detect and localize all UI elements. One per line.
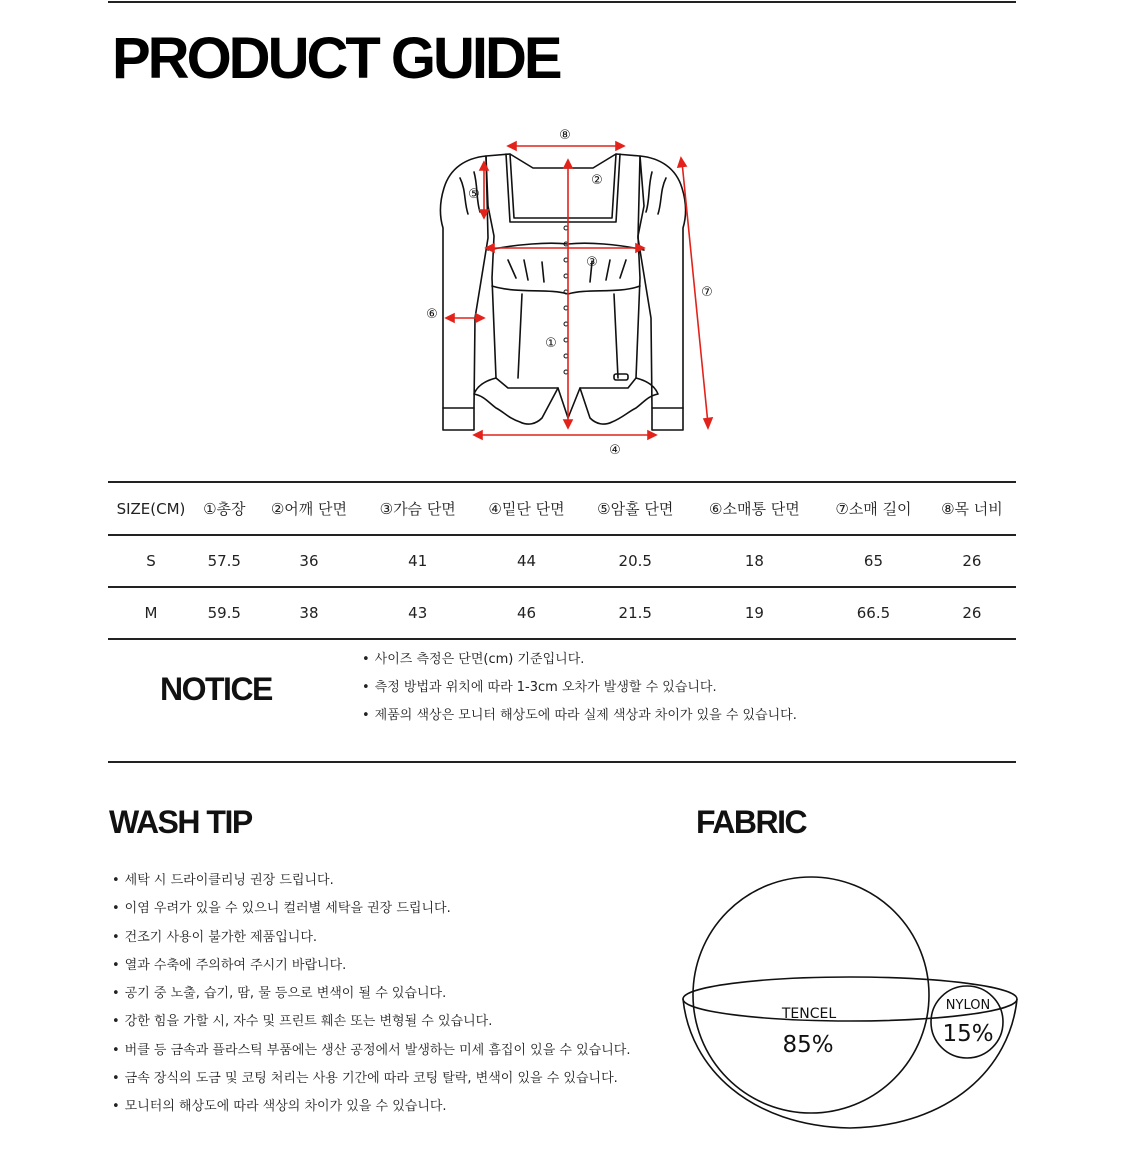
notice-title: NOTICE (160, 671, 272, 707)
header-total-length: ①총장 (194, 482, 255, 535)
tencel-label: TENCEL (781, 1006, 837, 1022)
notice-item: • 제품의 색상은 모니터 해상도에 따라 실제 색상과 차이가 있을 수 있습니다. (362, 706, 797, 734)
size-label: M (108, 587, 194, 639)
table-cell: 59.5 (194, 587, 255, 639)
marker-6: ⑥ (426, 307, 438, 322)
table-cell: 36 (255, 535, 364, 587)
table-cell: 65 (819, 535, 928, 587)
header-size: SIZE(CM) (108, 482, 194, 535)
wash-tip-item: • 모니터의 해상도에 따라 색상의 차이가 있을 수 있습니다. (112, 1097, 630, 1125)
fabric-composition-graphic (670, 858, 1040, 1140)
measurement-arrows (446, 142, 712, 439)
marker-5: ⑤ (468, 187, 480, 202)
marker-3: ③ (586, 255, 598, 270)
header-chest: ③가슴 단면 (363, 482, 472, 535)
wash-tip-item: • 공기 중 노출, 습기, 땀, 물 등으로 변색이 될 수 있습니다. (112, 984, 630, 1012)
table-cell: 66.5 (819, 587, 928, 639)
bodice-outline (486, 154, 644, 418)
size-label: S (108, 535, 194, 587)
notice-item: • 측정 방법과 위치에 따라 1-3cm 오차가 발생할 수 있습니다. (362, 678, 797, 706)
fabric-title: FABRIC (696, 804, 807, 840)
wash-tip-title: WASH TIP (109, 804, 252, 840)
wash-tip-item: • 세탁 시 드라이클리닝 권장 드립니다. (112, 871, 630, 899)
marker-4: ④ (609, 443, 621, 458)
table-row (108, 535, 1016, 587)
section-divider (108, 761, 1016, 763)
tencel-percent: 85% (782, 1032, 834, 1058)
wash-tip-item: • 강한 힘을 가할 시, 자수 및 프린트 훼손 또는 변형될 수 있습니다. (112, 1012, 630, 1040)
page-title: PRODUCT GUIDE (112, 26, 560, 91)
nylon-percent: 15% (942, 1021, 994, 1047)
marker-8: ⑧ (559, 128, 571, 143)
nylon-label: NYLON (945, 998, 991, 1013)
header-shoulder: ②어깨 단면 (255, 482, 364, 535)
table-cell: 18 (690, 535, 819, 587)
table-row (108, 587, 1016, 639)
notice-list (362, 650, 797, 734)
table-cell: 26 (928, 587, 1016, 639)
marker-2: ② (591, 173, 603, 188)
blouse-measurement-diagram-icon (408, 118, 728, 466)
header-neck-width: ⑧목 너비 (928, 482, 1016, 535)
table-cell: 21.5 (581, 587, 690, 639)
table-cell: 19 (690, 587, 819, 639)
wash-tip-item: • 열과 수축에 주의하여 주시기 바랍니다. (112, 956, 630, 984)
table-cell: 26 (928, 535, 1016, 587)
wash-tip-item: • 건조기 사용이 불가한 제품입니다. (112, 928, 630, 956)
marker-7: ⑦ (701, 285, 713, 300)
header-sleeve-opening: ⑥소매통 단면 (690, 482, 819, 535)
tencel-sphere (693, 877, 929, 1113)
table-cell: 44 (472, 535, 581, 587)
table-cell: 41 (363, 535, 472, 587)
table-cell: 38 (255, 587, 364, 639)
size-table (108, 481, 1016, 640)
table-cell: 57.5 (194, 535, 255, 587)
table-cell: 43 (363, 587, 472, 639)
wash-tip-list (112, 871, 630, 1126)
header-armhole: ⑤암홀 단면 (581, 482, 690, 535)
wash-tip-item: • 금속 장식의 도금 및 코팅 처리는 사용 기간에 따라 코팅 탈락, 변색이 있을 수 있습니다. (112, 1069, 630, 1097)
size-table-header-row (108, 482, 1016, 535)
marker-1: ① (545, 336, 557, 351)
wash-tip-item: • 이염 우려가 있을 수 있으니 컬러별 세탁을 권장 드립니다. (112, 899, 630, 927)
top-divider (108, 1, 1016, 3)
bowl-body (683, 999, 1017, 1128)
header-sleeve-length: ⑦소매 길이 (819, 482, 928, 535)
table-cell: 46 (472, 587, 581, 639)
header-hem: ④밑단 단면 (472, 482, 581, 535)
notice-item: • 사이즈 측정은 단면(cm) 기준입니다. (362, 650, 797, 678)
wash-tip-item: • 버클 등 금속과 플라스틱 부품에는 생산 공정에서 발생하는 미세 흠집이 있을 수 있습니다. (112, 1041, 630, 1069)
table-cell: 20.5 (581, 535, 690, 587)
